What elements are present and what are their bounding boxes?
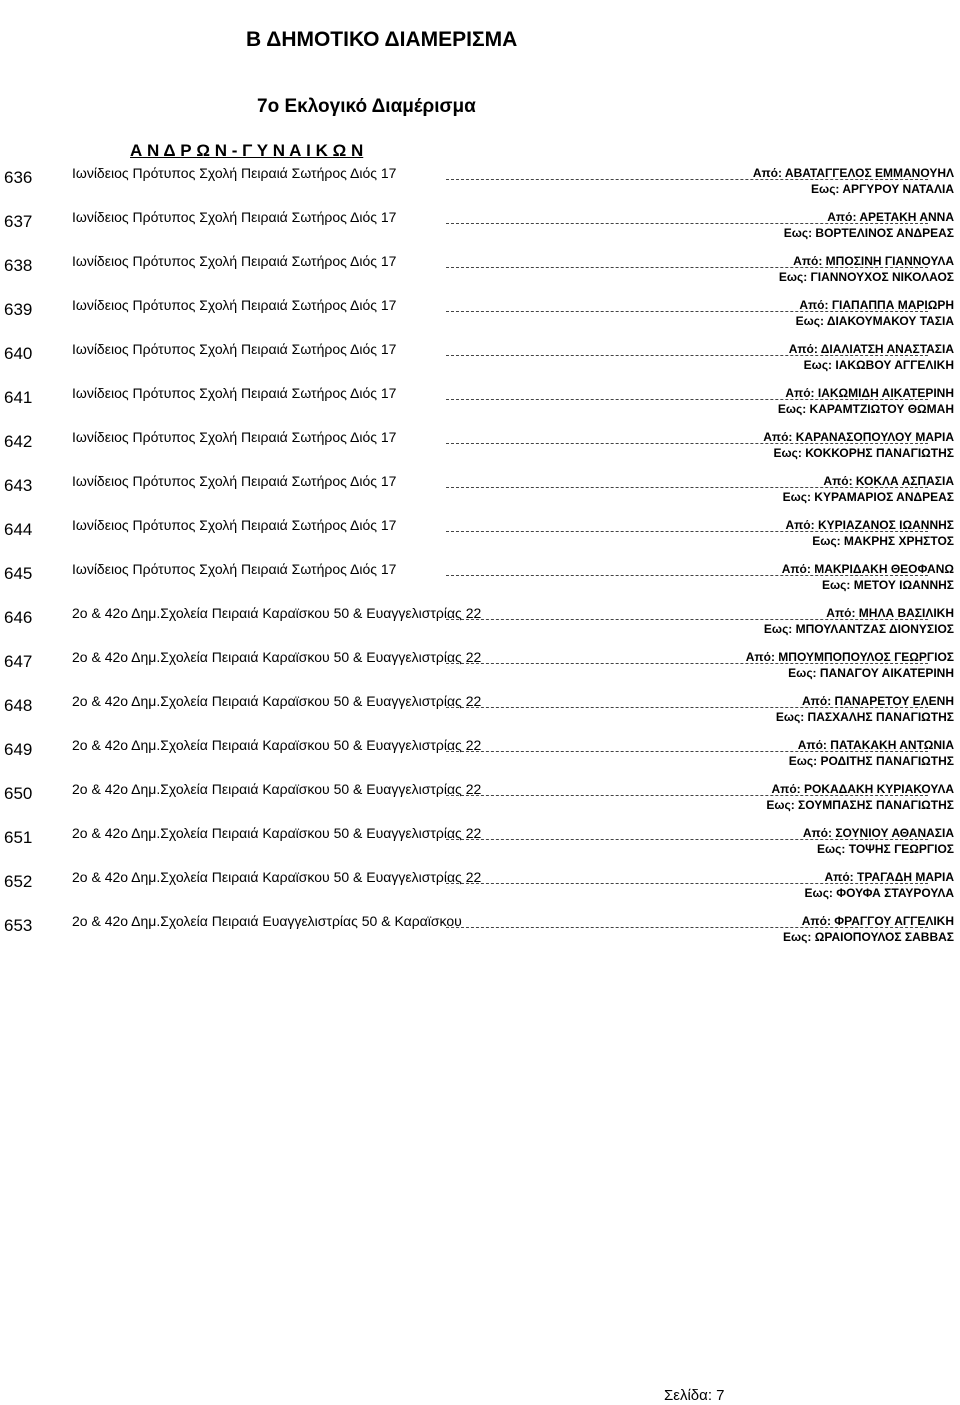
station-address: Ιωνίδειος Πρότυπος Σχολή Πειραιά Σωτήρος Διός 17 xyxy=(72,385,397,401)
station-address: Ιωνίδειος Πρότυπος Σχολή Πειραιά Σωτήρος Διός 17 xyxy=(72,253,397,269)
station-address: 2ο & 42ο Δημ.Σχολεία Πειραιά Καραϊσκου 50 & Ευαγγελιστρίας 22 xyxy=(72,781,482,797)
dashed-separator xyxy=(446,399,928,400)
station-address: Ιωνίδειος Πρότυπος Σχολή Πειραιά Σωτήρος Διός 17 xyxy=(72,429,397,445)
station-number: 637 xyxy=(4,212,33,231)
range-from: Από: ΠΑΝΑΡΕΤΟΥ ΕΛΕΝΗ xyxy=(802,694,954,708)
table-row xyxy=(0,209,960,253)
dashed-separator xyxy=(446,839,928,840)
station-address: Ιωνίδειος Πρότυπος Σχολή Πειραιά Σωτήρος Διός 17 xyxy=(72,297,397,313)
range-to: Εως: ΙΑΚΩΒΟΥ ΑΓΓΕΛΙΚΗ xyxy=(803,358,954,372)
table-row xyxy=(0,649,960,693)
range-to: Εως: ΚΑΡΑΜΤΖΙΩΤΟΥ ΘΩΜΑΗ xyxy=(777,402,954,416)
dashed-separator xyxy=(446,443,928,444)
range-from: Από: ΦΡΑΓΓΟΥ ΑΓΓΕΛΙΚΗ xyxy=(801,914,954,928)
table-row xyxy=(0,341,960,385)
dashed-separator xyxy=(446,487,928,488)
range-to: Εως: ΩΡΑΙΟΠΟΥΛΟΣ ΣΑΒΒΑΣ xyxy=(783,930,954,944)
dashed-separator xyxy=(446,179,928,180)
range-to: Εως: ΡΟΔΙΤΗΣ ΠΑΝΑΓΙΩΤΗΣ xyxy=(788,754,954,768)
range-to: Εως: ΑΡΓΥΡΟΥ ΝΑΤΑΛΙΑ xyxy=(811,182,954,196)
dashed-separator xyxy=(446,795,928,796)
range-from: Από: ΣΟΥΝΙΟΥ ΑΘΑΝΑΣΙΑ xyxy=(802,826,954,840)
page-number: Σελίδα: 7 xyxy=(664,1387,725,1404)
dashed-separator xyxy=(446,883,928,884)
station-number: 636 xyxy=(4,168,33,187)
station-address: Ιωνίδειος Πρότυπος Σχολή Πειραιά Σωτήρος Διός 17 xyxy=(72,517,397,533)
table-row xyxy=(0,913,960,957)
document-title: Β ΔΗΜΟΤΙΚΟ ΔΙΑΜΕΡΙΣΜΑ xyxy=(246,28,518,51)
station-address: Ιωνίδειος Πρότυπος Σχολή Πειραιά Σωτήρος Διός 17 xyxy=(72,561,397,577)
dashed-separator xyxy=(446,311,928,312)
district-subtitle: 7ο Εκλογικό Διαμέρισμα xyxy=(257,96,476,117)
station-number: 653 xyxy=(4,916,33,935)
range-from: Από: ΙΑΚΩΜΙΔΗ ΑΙΚΑΤΕΡΙΝΗ xyxy=(785,386,954,400)
range-from: Από: ΑΒΑΤΑΓΓΕΛΟΣ ΕΜΜΑΝΟΥΗΛ xyxy=(752,166,954,180)
range-to: Εως: ΠΑΝΑΓΟΥ ΑΙΚΑΤΕΡΙΝΗ xyxy=(788,666,954,680)
table-row xyxy=(0,429,960,473)
station-address: 2ο & 42ο Δημ.Σχολεία Πειραιά Καραϊσκου 50 & Ευαγγελιστρίας 22 xyxy=(72,869,482,885)
dashed-separator xyxy=(446,663,928,664)
station-address: Ιωνίδειος Πρότυπος Σχολή Πειραιά Σωτήρος Διός 17 xyxy=(72,165,397,181)
station-number: 640 xyxy=(4,344,33,363)
range-to: Εως: ΠΑΣΧΑΛΗΣ ΠΑΝΑΓΙΩΤΗΣ xyxy=(775,710,954,724)
range-to: Εως: ΔΙΑΚΟΥΜΑΚΟΥ ΤΑΣΙΑ xyxy=(795,314,954,328)
station-number: 647 xyxy=(4,652,33,671)
dashed-separator xyxy=(446,267,928,268)
range-to: Εως: ΜΕΤΟΥ ΙΩΑΝΝΗΣ xyxy=(822,578,954,592)
station-number: 638 xyxy=(4,256,33,275)
range-to: Εως: ΒΟΡΤΕΛΙΝΟΣ ΑΝΔΡΕΑΣ xyxy=(783,226,954,240)
dashed-separator xyxy=(446,223,928,224)
range-from: Από: ΚΥΡΙΑΖΑΝΟΣ ΙΩΑΝΝΗΣ xyxy=(785,518,954,532)
table-row xyxy=(0,165,960,209)
station-address: 2ο & 42ο Δημ.Σχολεία Πειραιά Καραϊσκου 50 & Ευαγγελιστρίας 22 xyxy=(72,737,482,753)
station-number: 648 xyxy=(4,696,33,715)
range-from: Από: ΜΑΚΡΙΔΑΚΗ ΘΕΟΦΑΝΩ xyxy=(781,562,954,576)
range-to: Εως: ΚΥΡΑΜΑΡΙΟΣ ΑΝΔΡΕΑΣ xyxy=(782,490,954,504)
table-row xyxy=(0,517,960,561)
station-number: 651 xyxy=(4,828,33,847)
gender-heading: Α Ν Δ Ρ Ω Ν - Γ Υ Ν Α Ι Κ Ω Ν xyxy=(130,141,364,160)
station-number: 643 xyxy=(4,476,33,495)
table-row xyxy=(0,385,960,429)
dashed-separator xyxy=(446,751,928,752)
station-number: 642 xyxy=(4,432,33,451)
station-address: 2ο & 42ο Δημ.Σχολεία Πειραιά Καραϊσκου 50 & Ευαγγελιστρίας 22 xyxy=(72,605,482,621)
range-from: Από: ΠΑΤΑΚΑΚΗ ΑΝΤΩΝΙΑ xyxy=(797,738,954,752)
table-row xyxy=(0,605,960,649)
table-row xyxy=(0,737,960,781)
station-address: 2ο & 42ο Δημ.Σχολεία Πειραιά Καραϊσκου 50 & Ευαγγελιστρίας 22 xyxy=(72,649,482,665)
range-to: Εως: ΜΑΚΡΗΣ ΧΡΗΣΤΟΣ xyxy=(812,534,954,548)
range-from: Από: ΜΠΟΣΙΝΗ ΓΙΑΝΝΟΥΛΑ xyxy=(793,254,954,268)
station-address: 2ο & 42ο Δημ.Σχολεία Πειραιά Καραϊσκου 50 & Ευαγγελιστρίας 22 xyxy=(72,693,482,709)
dashed-separator xyxy=(446,927,928,928)
range-to: Εως: ΦΟΥΦΑ ΣΤΑΥΡΟΥΛΑ xyxy=(804,886,954,900)
table-row xyxy=(0,693,960,737)
range-to: Εως: ΣΟΥΜΠΑΣΗΣ ΠΑΝΑΓΙΩΤΗΣ xyxy=(766,798,954,812)
range-to: Εως: ΤΟΨΗΣ ΓΕΩΡΓΙΟΣ xyxy=(817,842,954,856)
station-address: Ιωνίδειος Πρότυπος Σχολή Πειραιά Σωτήρος Διός 17 xyxy=(72,209,397,225)
station-number: 639 xyxy=(4,300,33,319)
station-number: 645 xyxy=(4,564,33,583)
range-to: Εως: ΓΙΑΝΝΟΥΧΟΣ ΝΙΚΟΛΑΟΣ xyxy=(778,270,954,284)
range-from: Από: ΑΡΕΤΑΚΗ ΑΝΝΑ xyxy=(827,210,954,224)
dashed-separator xyxy=(446,619,928,620)
range-from: Από: ΚΟΚΛΑ ΑΣΠΑΣΙΑ xyxy=(823,474,954,488)
range-to: Εως: ΜΠΟΥΛΑΝΤΖΑΣ ΔΙΟΝΥΣΙΟΣ xyxy=(763,622,954,636)
station-address: Ιωνίδειος Πρότυπος Σχολή Πειραιά Σωτήρος Διός 17 xyxy=(72,341,397,357)
station-number: 649 xyxy=(4,740,33,759)
polling-station-list xyxy=(0,165,960,957)
range-from: Από: ΜΠΟΥΜΠΟΠΟΥΛΟΣ ΓΕΩΡΓΙΟΣ xyxy=(745,650,954,664)
station-address: Ιωνίδειος Πρότυπος Σχολή Πειραιά Σωτήρος Διός 17 xyxy=(72,473,397,489)
range-from: Από: ΔΙΑΛΙΑΤΣΗ ΑΝΑΣΤΑΣΙΑ xyxy=(788,342,954,356)
station-number: 644 xyxy=(4,520,33,539)
range-from: Από: ΚΑΡΑΝΑΣΟΠΟΥΛΟΥ ΜΑΡΙΑ xyxy=(763,430,954,444)
table-row xyxy=(0,561,960,605)
station-address: 2ο & 42ο Δημ.Σχολεία Πειραιά Καραϊσκου 50 & Ευαγγελιστρίας 22 xyxy=(72,825,482,841)
dashed-separator xyxy=(446,355,928,356)
table-row xyxy=(0,473,960,517)
range-from: Από: ΓΙΑΠΑΠΠΑ ΜΑΡΙΩΡΗ xyxy=(799,298,954,312)
range-from: Από: ΤΡΑΓΑΔΗ ΜΑΡΙΑ xyxy=(824,870,954,884)
table-row xyxy=(0,825,960,869)
dashed-separator xyxy=(446,575,928,576)
dashed-separator xyxy=(446,531,928,532)
range-to: Εως: ΚΟΚΚΟΡΗΣ ΠΑΝΑΓΙΩΤΗΣ xyxy=(773,446,954,460)
dashed-separator xyxy=(446,707,928,708)
table-row xyxy=(0,781,960,825)
station-address: 2ο & 42ο Δημ.Σχολεία Πειραιά Ευαγγελιστρίας 50 & Καραϊσκου xyxy=(72,913,462,929)
station-number: 641 xyxy=(4,388,33,407)
station-number: 646 xyxy=(4,608,33,627)
table-row xyxy=(0,869,960,913)
table-row xyxy=(0,297,960,341)
range-from: Από: ΜΗΛΑ ΒΑΣΙΛΙΚΗ xyxy=(826,606,954,620)
station-number: 650 xyxy=(4,784,33,803)
station-number: 652 xyxy=(4,872,33,891)
table-row xyxy=(0,253,960,297)
range-from: Από: ΡΟΚΑΔΑΚΗ ΚΥΡΙΑΚΟΥΛΑ xyxy=(771,782,954,796)
